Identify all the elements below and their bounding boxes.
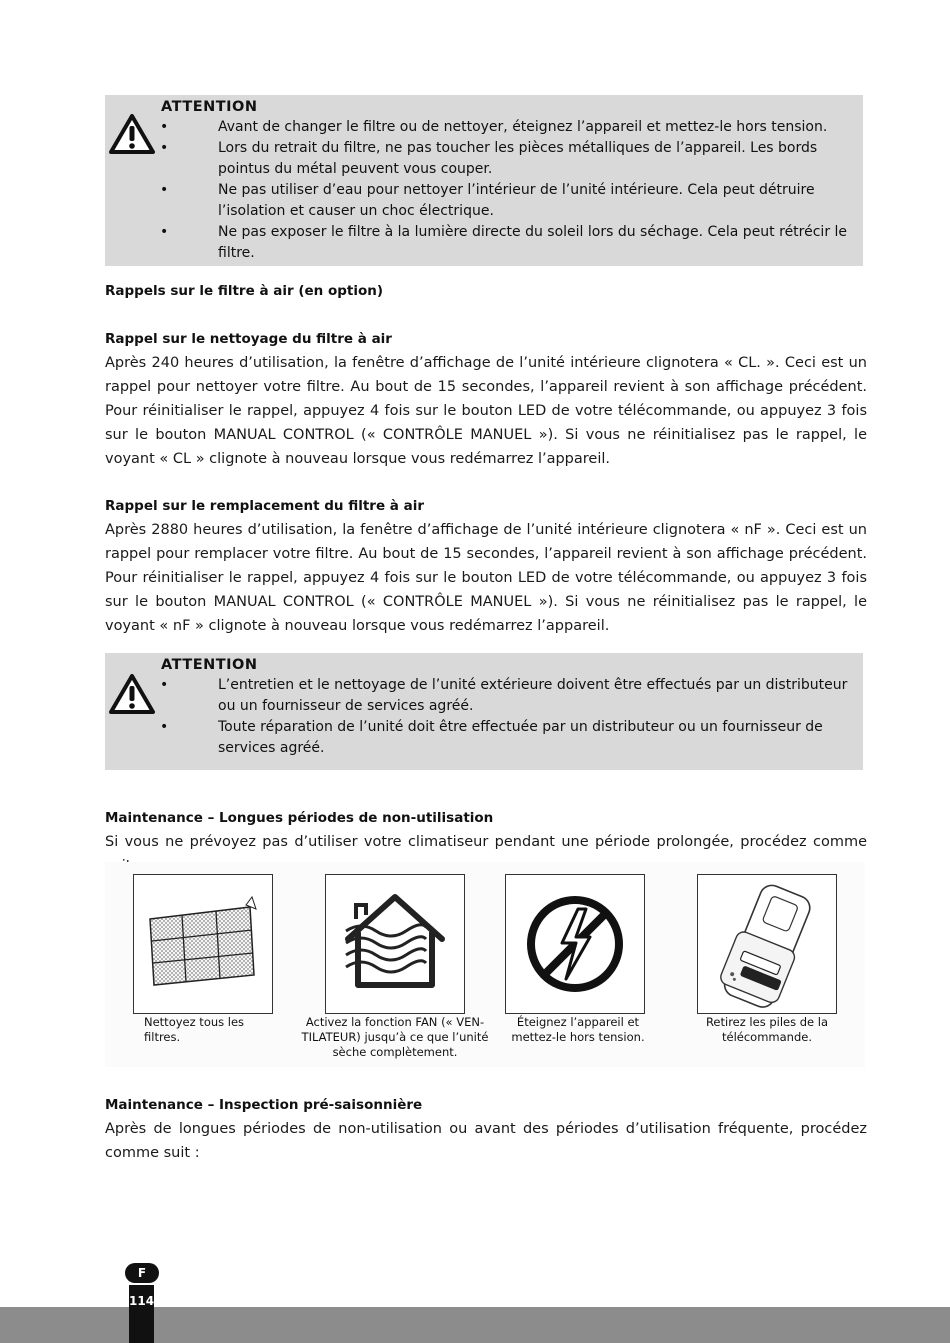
bullet-icon: •: [160, 224, 169, 240]
language-badge: F: [125, 1263, 159, 1283]
long-term-paragraph: Si vous ne prévoyez pas d’utiliser votre climatiseur pendant une période prolongée, procédez comme: [105, 834, 867, 850]
bullet-icon: •: [160, 719, 169, 735]
warning-item: [105, 675, 863, 717]
replacement-paragraph: Après 2880 heures d’utilisation, la fenêtre d’affichage de l’unité intérieure clignotera « nF ». Ceci est un rappel pour remplacer votre filtre. Au bout de 15 secondes, l’appareil revient à son affichage précédent. Pour réinitialiser le rappel, appuyez 4 fois sur le bouton LED de votre télécommande, ou appuyez 3 fois sur le bouton MANUAL CONTROL (« CONTRÔLE MANUEL »). Si vous ne réinitialisez pas le rappel, le voyant « nF » clignote à nouveau lorsque vous redémarrez l’appareil.: [105, 522, 867, 634]
warning-list: [105, 117, 863, 264]
figure-power-off: [505, 874, 645, 1014]
section-heading-replacement: Rappel sur le remplacement du filtre à air: [105, 498, 425, 514]
filter-icon: [134, 875, 272, 1013]
warning-list: [105, 675, 863, 759]
warning-item-text: Ne pas utiliser d’eau pour nettoyer l’intérieur de l’unité intérieure. Cela peut détruire l’isolation et causer un choc électrique.: [218, 182, 815, 219]
section-heading-long-term: Maintenance – Longues périodes de non-utilisation: [105, 810, 494, 826]
section-heading-filter-reminders: Rappels sur le filtre à air (en option): [105, 283, 384, 299]
warning-item: [105, 717, 863, 759]
figure-house-fan: [325, 874, 465, 1014]
warning-item: [105, 138, 863, 180]
warning-item-text: L’entretien et le nettoyage de l’unité extérieure doivent être effectués par un distributeur ou un fournisseur de services agréé.: [218, 677, 848, 714]
warning-box-2: [105, 653, 863, 770]
warning-item-text: Lors du retrait du filtre, ne pas toucher les pièces métalliques de l’appareil. Les bords pointus du métal peuvent vous couper.: [218, 140, 818, 177]
figure-caption: Éteignez l’appareil et mettez-le hors tension.: [511, 1015, 645, 1044]
section-heading-cleaning: Rappel sur le nettoyage du filtre à air: [105, 331, 392, 347]
warning-title: ATTENTION: [161, 99, 258, 115]
page-number: 114: [129, 1294, 155, 1308]
warning-title: ATTENTION: [161, 657, 258, 673]
remote-battery-icon: [698, 875, 836, 1013]
figure-filter: [133, 874, 273, 1014]
warning-item-text: Avant de changer le filtre ou de nettoyer, éteignez l’appareil et mettez-le hors tension.: [218, 119, 828, 135]
figure-strip: [105, 862, 865, 1067]
warning-item: [105, 222, 863, 264]
warning-item-text: Toute réparation de l’unité doit être effectuée par un distributeur ou un fournisseur de services agréé.: [218, 719, 823, 756]
figure-remote-battery: [697, 874, 837, 1014]
warning-item: [105, 117, 863, 138]
warning-item-text: Ne pas exposer le filtre à la lumière directe du soleil lors du séchage. Cela peut rétrécir le filtre.: [218, 224, 848, 261]
bullet-icon: •: [160, 119, 169, 135]
preseason-paragraph: Après de longues périodes de non-utilisation ou avant des périodes d’utilisation fréquente, procédez comme suit :: [105, 1121, 867, 1161]
bullet-icon: •: [160, 182, 169, 198]
warning-box-1: [105, 95, 863, 266]
figure-caption: Activez la fonction FAN (« VEN-TILATEUR) jusqu’à ce que l’unité sèche complètement.: [301, 1015, 489, 1059]
figure-caption: Retirez les piles de la télécommande.: [705, 1015, 829, 1044]
house-fan-icon: [326, 875, 464, 1013]
section-heading-preseason: Maintenance – Inspection pré-saisonnière: [105, 1097, 423, 1113]
cleaning-paragraph: Après 240 heures d’utilisation, la fenêtre d’affichage de l’unité intérieure clignotera « CL. ». Ceci est un rappel pour nettoyer votre filtre. Au bout de 15 secondes, l’appareil revient à son affichage précédent. Pour réinitialiser le rappel, appuyez 4 fois sur le bouton LED de votre télécommande, ou appuyez 3 fois sur le bouton MANUAL CONTROL (« CONTRÔLE MANUEL »). Si vous ne réinitialisez pas le rappel, le voyant « CL » clignote à nouveau lorsque vous redémarrez l’appareil.: [105, 355, 867, 467]
bullet-icon: •: [160, 140, 169, 156]
warning-item: [105, 180, 863, 222]
bullet-icon: •: [160, 677, 169, 693]
power-off-icon: [506, 875, 644, 1013]
figure-caption: Nettoyez tous les filtres.: [144, 1015, 245, 1044]
